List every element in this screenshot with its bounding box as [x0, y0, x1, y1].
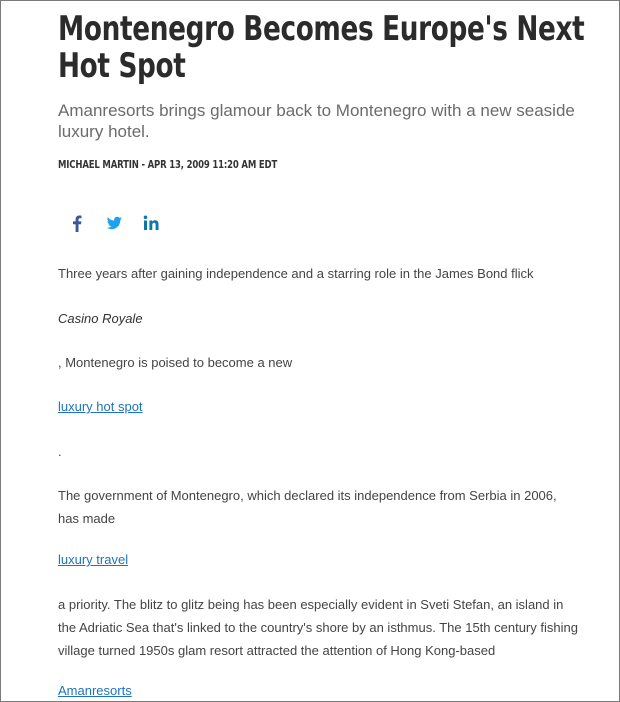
article-byline: MICHAEL MARTIN - APR 13, 2009 11:20 AM EDT — [58, 158, 278, 171]
share-bar — [67, 211, 161, 235]
body-paragraph-1: Three years after gaining independence and a starring role in the James Bond flick — [58, 266, 534, 281]
amanresorts-link[interactable]: Amanresorts — [58, 683, 132, 698]
luxury-travel-link[interactable]: luxury travel — [58, 552, 129, 567]
article-deck: Amanresorts brings glamour back to Montenegro with a new seaside luxury hotel. — [58, 101, 575, 141]
facebook-icon[interactable] — [67, 211, 87, 235]
body-period: . — [58, 444, 62, 459]
linkedin-icon[interactable] — [141, 211, 161, 235]
body-italic-title: Casino Royale — [58, 311, 143, 326]
body-paragraph-4: a priority. The blitz to glitz being has been especially evident in Sveti Stefan, an island in the Adriatic Sea that's linked to the country's shore by an isthmus. The 15th century fishing village turned 1950s glam resort attracted the attention of Hong Kong-based — [58, 597, 578, 658]
article-headline: Montenegro Becomes Europe's Next Hot Spot — [58, 9, 585, 86]
body-paragraph-3: The government of Montenegro, which declared its independence from Serbia in 2006, has made — [58, 488, 557, 526]
body-paragraph-2: , Montenegro is poised to become a new — [58, 355, 293, 370]
luxury-hot-spot-link[interactable]: luxury hot spot — [58, 399, 143, 414]
twitter-icon[interactable] — [104, 211, 124, 235]
